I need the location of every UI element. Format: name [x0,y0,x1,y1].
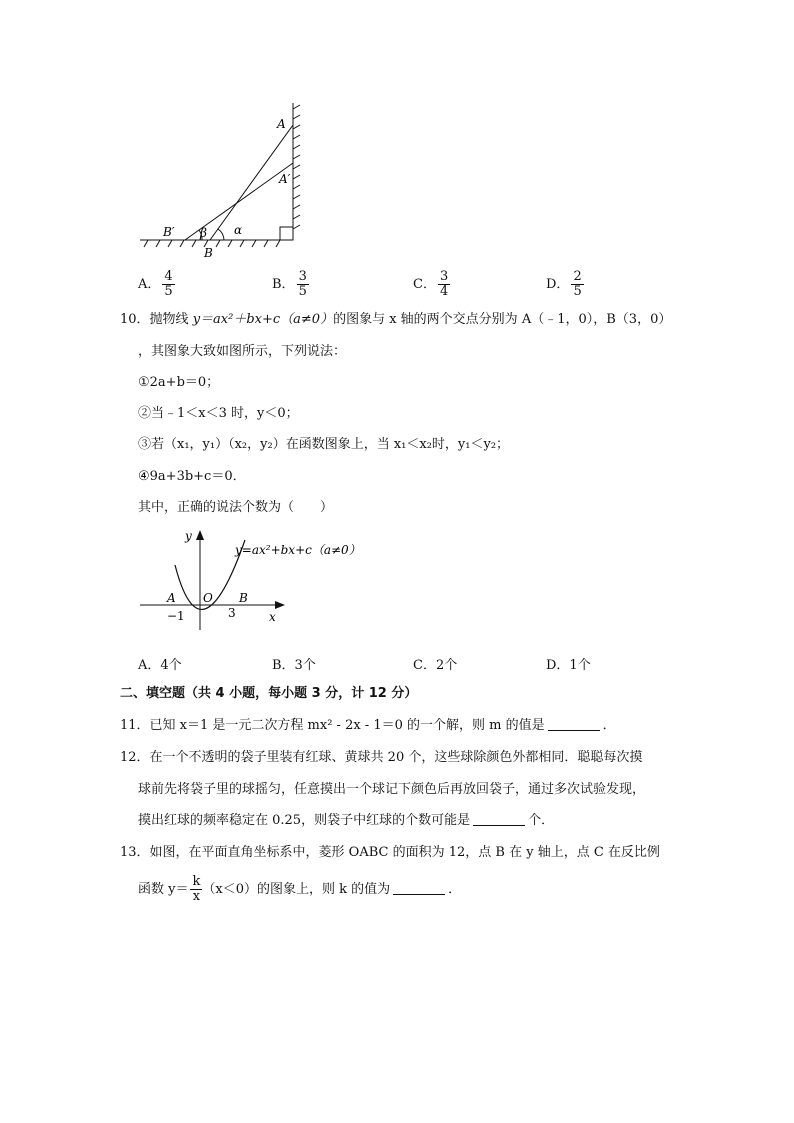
angle-alpha-arc [218,229,224,240]
ladder-figure [130,95,330,265]
q11-line: 11．已知 x＝1 是一元二次方程 mx² - 2x - 1＝0 的一个解，则 m 的值是 ． [120,718,616,733]
q9-option-c[interactable] [413,270,450,299]
q10-statement-3: ③若（x₁，y₁）（x₂，y₂）在函数图象上，当 x₁＜x₂时，y₁＜y₂； [138,437,510,452]
label-A: A [277,117,286,131]
option-fraction: $\frac{3}{4}$ [439,269,449,299]
option-letter: D． [546,277,570,292]
q12-line2: 球前先将袋子里的球摇匀，任意摸出一个球记下颜色后再放回袋子，通过多次试验发现， [138,782,646,797]
answer-blank[interactable] [473,811,525,826]
tick-minus-1: −1 [167,609,185,623]
x-axis-arrow [275,601,285,609]
q13-line2: 函数 y＝ $\frac{k}{x}$ （x＜0）的图象上，则 k 的值为 ． [138,874,462,904]
q12-line3: 摸出红球的频率稳定在 0.25，则袋子中红球的个数可能是 个． [138,813,555,828]
answer-blank[interactable] [548,716,600,731]
origin-label: O [203,591,213,605]
fraction-k-over-x: $\frac{k}{x}$ [192,874,201,904]
q10-option-d[interactable]: D．1个 [546,658,591,673]
label-alpha: α [234,223,243,237]
q10-option-c[interactable]: C．2个 [413,658,458,673]
q10-line2: ，其图象大致如图所示，下列说法： [138,344,347,359]
x-axis-label: x [269,610,276,624]
q12-line1: 12．在一个不透明的袋子里装有红球、黄球共 20 个，这些球除颜色外都相同．聪聪每次摸 [120,750,643,765]
q10-statement-2: ②当﹣1＜x＜3 时，y＜0； [138,406,299,421]
point-A-label: A [167,591,176,605]
tick-3: 3 [228,606,236,620]
q10-statement-1: ①2a+b＝0； [138,375,220,390]
point-B-label: B [239,591,248,605]
parabola-figure [135,525,385,635]
option-letter: B． [272,277,295,292]
question-number: 10． [120,312,150,327]
q10-ask: 其中，正确的说法个数为（ ） [138,500,334,515]
equation-label: y=ax²+bx+c（a≠0） [235,543,361,557]
label-B: B [204,246,213,260]
option-letter: C． [413,277,436,292]
q13-line1: 13．如图，在平面直角坐标系中，菱形 OABC 的面积为 12，点 B 在 y 轴上，点 C 在反比例 [120,845,660,860]
question-number: 12． [120,750,150,765]
q9-option-d[interactable] [546,270,584,299]
q10-line1: 10．抛物线 y＝ax²＋bx+c（a≠0）的图象与 x 轴的两个交点分别为 A（﹣1，0），B（3，0） [120,312,672,327]
option-fraction: $\frac{4}{5}$ [164,269,173,299]
label-A-prime: A′ [279,172,291,186]
label-beta: β [200,226,207,240]
section-heading: 二、填空题（共 4 小题，每小题 3 分，计 12 分） [120,686,418,701]
option-letter: A． [138,277,161,292]
q10-statement-4: ④9a+3b+c＝0． [138,469,246,484]
label-B-prime: B′ [163,225,175,239]
q10-option-a[interactable]: A．4个 [138,658,182,673]
q10-option-b[interactable]: B．3个 [272,658,316,673]
question-number: 13． [120,845,150,860]
q9-option-a[interactable] [138,270,175,299]
option-fraction: $\frac{2}{5}$ [573,269,582,299]
q9-option-b[interactable] [272,270,309,299]
question-number: 11． [120,718,150,733]
right-angle-mark [280,227,293,240]
y-axis-label: y [185,529,192,543]
y-axis-arrow [196,530,204,540]
wall-hatching [293,105,300,229]
answer-blank[interactable] [393,880,445,895]
option-fraction: $\frac{3}{5}$ [298,269,307,299]
